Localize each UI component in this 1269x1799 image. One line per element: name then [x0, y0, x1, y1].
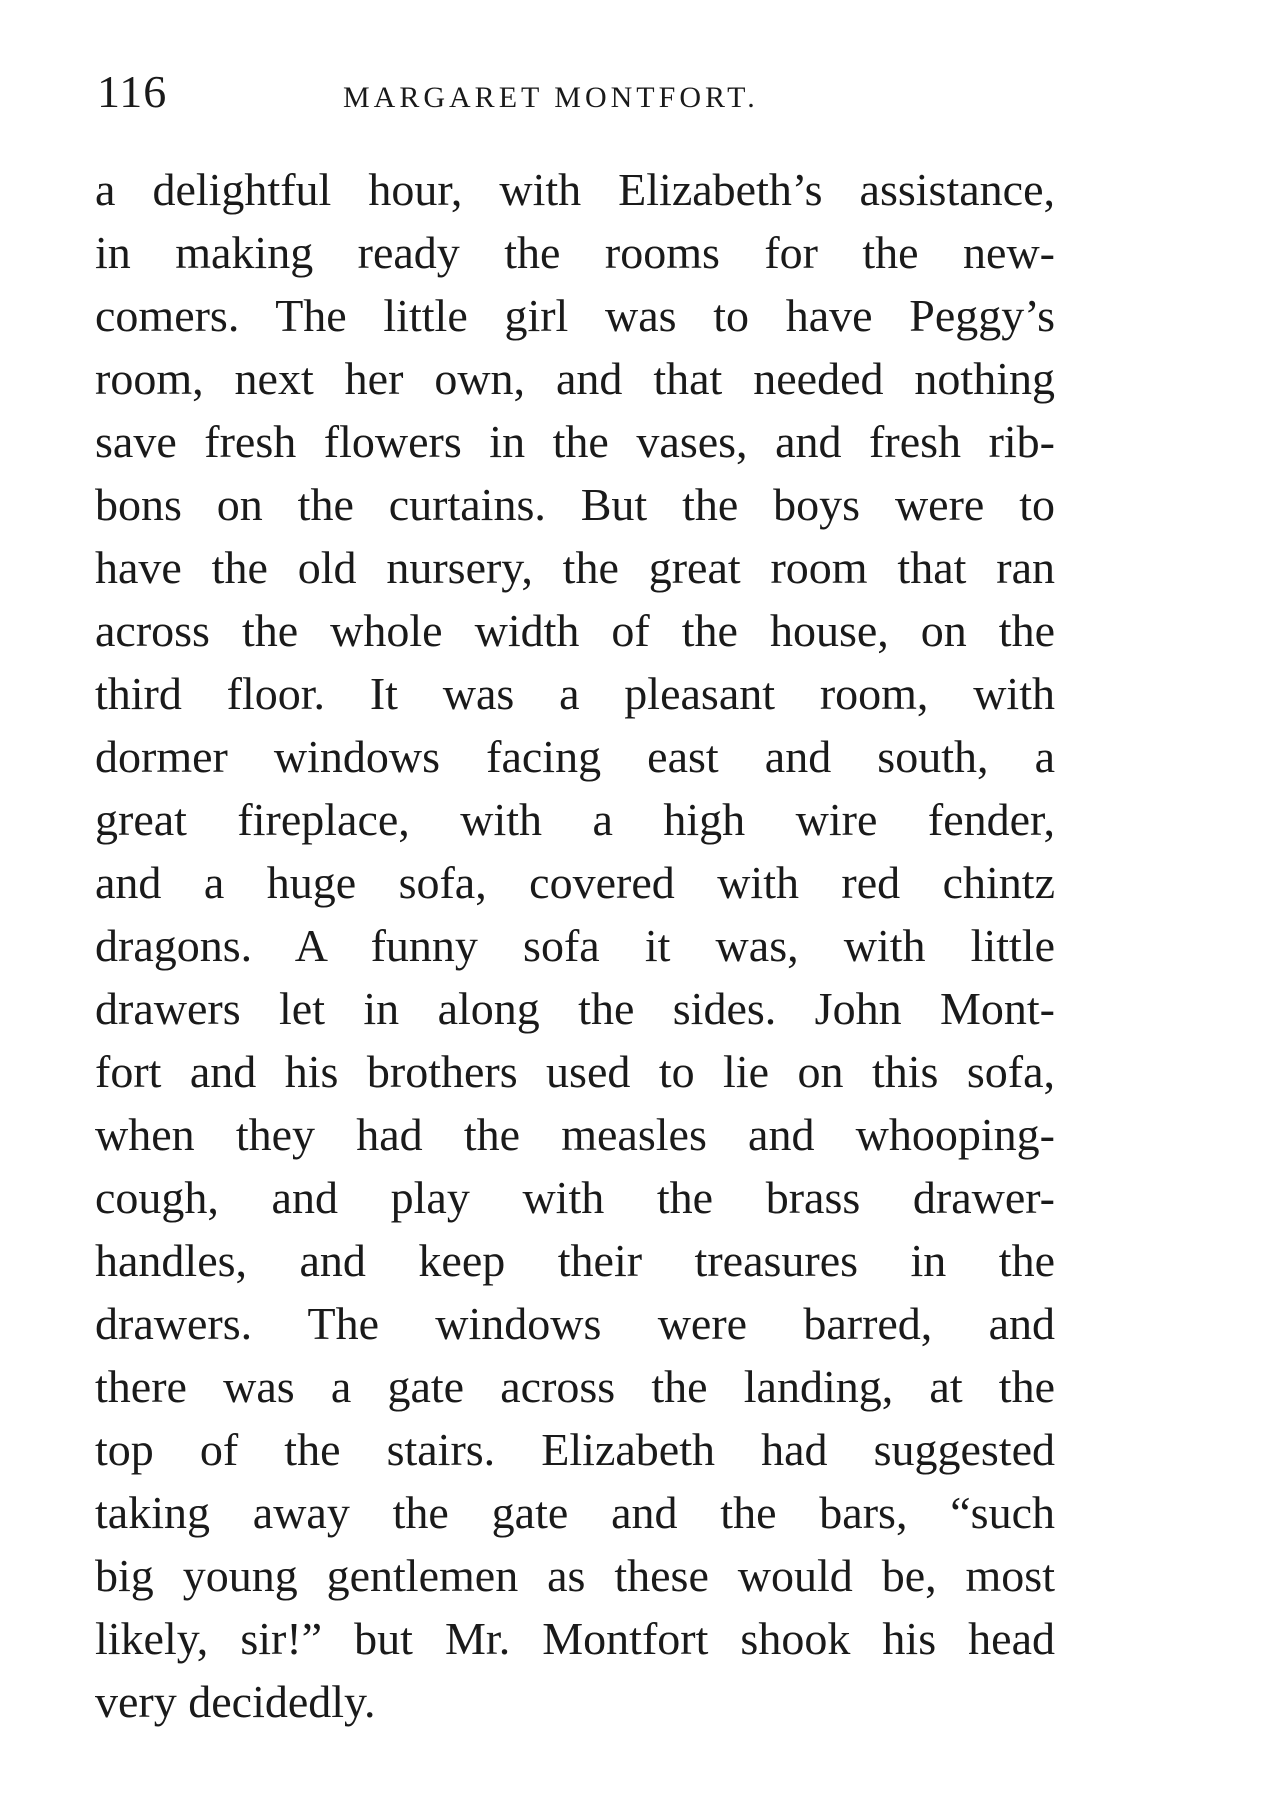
text-line: across the whole width of the house, on the	[95, 605, 1055, 656]
text-line: fort and his brothers used to lie on this sofa,	[95, 1046, 1055, 1097]
text-line: dragons. A funny sofa it was, with little	[95, 920, 1055, 971]
text-line: comers. The little girl was to have Peggy’s	[95, 290, 1055, 341]
text-line: and a huge sofa, covered with red chintz	[95, 857, 1055, 908]
text-line: bons on the curtains. But the boys were to	[95, 479, 1055, 530]
text-line: very decidedly.	[95, 1676, 376, 1727]
text-line: there was a gate across the landing, at the	[95, 1361, 1055, 1412]
text-line: cough, and play with the brass drawer-	[95, 1172, 1055, 1223]
body-text	[95, 158, 1055, 1733]
text-line: big young gentlemen as these would be, most	[95, 1550, 1055, 1601]
text-line: drawers. The windows were barred, and	[95, 1298, 1055, 1349]
text-line: third floor. It was a pleasant room, with	[95, 668, 1055, 719]
text-line: in making ready the rooms for the new-	[95, 227, 1055, 278]
text-line: room, next her own, and that needed nothing	[95, 353, 1055, 404]
running-title: MARGARET MONTFORT.	[343, 81, 759, 114]
text-line: drawers let in along the sides. John Mont-	[95, 983, 1055, 1034]
text-line: save fresh flowers in the vases, and fresh rib-	[95, 416, 1055, 467]
text-line: when they had the measles and whooping-	[95, 1109, 1055, 1160]
text-line: dormer windows facing east and south, a	[95, 731, 1055, 782]
text-line: great fireplace, with a high wire fender,	[95, 794, 1055, 845]
text-line: have the old nursery, the great room that ran	[95, 542, 1055, 593]
text-line: handles, and keep their treasures in the	[95, 1235, 1055, 1286]
text-line: a delightful hour, with Elizabeth’s assistance,	[95, 164, 1055, 215]
text-line: top of the stairs. Elizabeth had suggested	[95, 1424, 1055, 1475]
text-line: likely, sir!” but Mr. Montfort shook his head	[95, 1613, 1055, 1664]
page-header	[97, 62, 1097, 122]
page-number: 116	[97, 66, 168, 117]
text-line: taking away the gate and the bars, “such	[95, 1487, 1055, 1538]
